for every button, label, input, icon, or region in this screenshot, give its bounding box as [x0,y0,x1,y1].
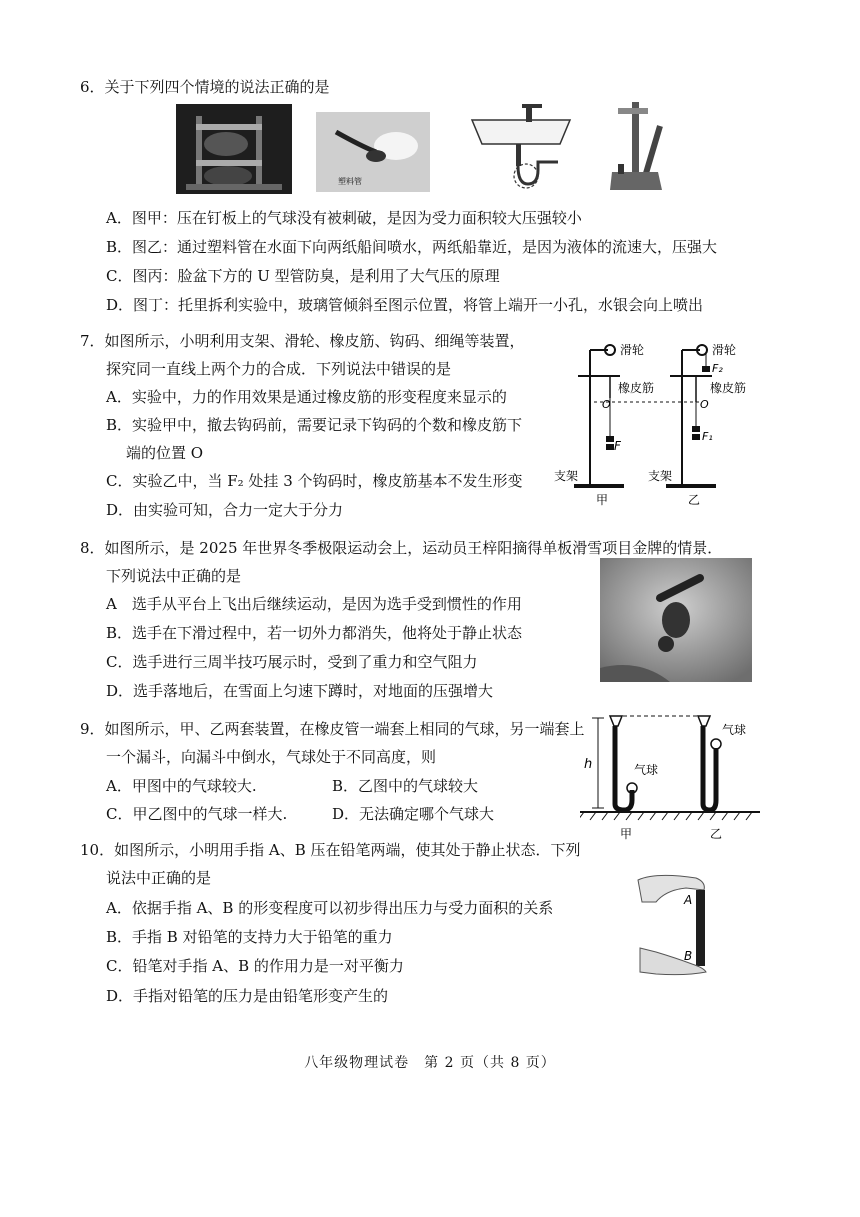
q8-option-d[interactable]: D．选手落地后，在雪面上匀速下蹲时，对地面的压强增大 [106,682,494,700]
q9-figure [580,708,760,848]
q6-image-ding [604,100,664,196]
q6-image-label: 塑料管 [338,177,362,186]
q7-stem-line2: 探究同一直线上两个力的合成．下列说法中错误的是 [106,360,452,378]
q10-option-a[interactable]: A．依据手指 A、B 的形变程度可以初步得出压力与受力面积的关系 [106,899,554,917]
q8-stem-line1: 8．如图所示，是 2025 年世界冬季极限运动会上，运动员王梓阳摘得单板滑雪项目金牌的情景． [80,539,723,557]
q7-option-b[interactable]: B．实验甲中，撤去钩码前，需要记录下钩码的个数和橡皮筋下 [106,416,523,434]
q7-f1-label: F₁ [702,430,713,443]
q10-figure [636,868,720,980]
q6-option-b[interactable]: B．图乙：通过塑料管在水面下向两纸船间喷水，两纸船靠近，是因为液体的流速大，压强大 [106,238,718,256]
torricelli-tube-image [604,100,664,196]
q9-balloon-label-yi: 气球 [722,723,747,737]
q6-option-d[interactable]: D．图丁：托里拆利实验中，玻璃管倾斜至图示位置，将管上端开一小孔，水银会向上喷出 [106,296,704,314]
q7-band-label-jia: 橡皮筋 [618,381,655,395]
q6-option-a[interactable]: A．图甲：压在钉板上的气球没有被刺破，是因为受力面积较大压强较小 [106,209,582,227]
q7-o-label-yi: O [700,398,709,411]
q9-jia-label: 甲 [620,827,633,841]
q7-option-b-cont: 端的位置 O [126,444,204,462]
q10-stem-line1: 10．如图所示，小明用手指 A、B 压在铅笔两端，使其处于静止状态．下列 [80,841,581,859]
q6-stem: 6．关于下列四个情境的说法正确的是 [80,78,330,96]
q7-jia-label: 甲 [596,493,609,506]
q10-b-label: B [684,949,693,963]
q7-band-label-yi: 橡皮筋 [710,381,747,395]
q9-balloon-label-jia: 气球 [634,763,659,777]
q7-yi-label: 乙 [688,493,701,506]
q6-option-c[interactable]: C．图丙：脸盆下方的 U 型管防臭，是利用了大气压的原理 [106,267,500,285]
q9-stem-line2: 一个漏斗，向漏斗中倒水，气球处于不同高度，则 [106,748,437,766]
q7-stand-label-jia: 支架 [554,469,579,483]
q6-image-yi [316,112,430,192]
q10-stem-line2: 说法中正确的是 [106,869,212,887]
q7-option-d[interactable]: D．由实验可知，合力一定大于分力 [106,501,344,519]
nail-board-balloon-image [176,104,292,194]
q8-option-c[interactable]: C．选手进行三周半技巧展示时，受到了重力和空气阻力 [106,653,478,671]
pencil [696,890,705,966]
q9-option-b[interactable]: B．乙图中的气球较大 [332,777,479,795]
q6-image-jia [176,104,292,194]
q6-image-bing [466,100,576,196]
paper-boats-image [316,112,430,192]
q7-pulley-label-jia: 滑轮 [620,343,645,357]
q9-balloon-yi [711,739,721,749]
page-footer: 八年级物理试卷 第 2 页（共 8 页） [304,1055,556,1071]
q7-f-label: F [614,439,621,453]
q9-h-label: h [584,757,593,772]
q7-figure [550,336,770,506]
q10-a-label: A [684,893,693,907]
q10-option-c[interactable]: C．铅笔对手指 A、B 的作用力是一对平衡力 [106,957,404,975]
q7-option-c[interactable]: C．实验乙中，当 F₂ 处挂 3 个钩码时，橡皮筋基本不发生形变 [106,472,523,490]
q9-stem-line1: 9．如图所示，甲、乙两套装置，在橡皮管一端套上相同的气球，另一端套上 [80,720,585,738]
q9-option-a[interactable]: A．甲图中的气球较大. [106,777,257,795]
q7-stem-line1: 7．如图所示，小明利用支架、滑轮、橡皮筋、钩码、细绳等装置， [80,332,525,350]
q7-o-label-jia: O [602,398,611,411]
q7-pulley-label-yi: 滑轮 [712,343,737,357]
q9-option-d[interactable]: D．无法确定哪个气球大 [332,805,495,823]
q10-option-d[interactable]: D．手指对铅笔的压力是由铅笔形变产生的 [106,987,389,1005]
q8-option-b[interactable]: B．选手在下滑过程中，若一切外力都消失，他将处于静止状态 [106,624,523,642]
washbasin-u-tube-image [466,100,576,196]
q8-option-a[interactable]: A 选手从平台上飞出后继续运动，是因为选手受到惯性的作用 [106,595,522,613]
q8-stem-line2: 下列说法中正确的是 [106,567,242,585]
q7-option-a[interactable]: A．实验中，力的作用效果是通过橡皮筋的形变程度来显示的 [106,388,507,406]
q7-stand-label-yi: 支架 [648,469,673,483]
q9-yi-label: 乙 [710,827,723,841]
q8-snowboard-image [600,558,752,682]
q7-f2-label: F₂ [712,362,723,375]
q9-option-c[interactable]: C．甲乙图中的气球一样大. [106,805,288,823]
q10-option-b[interactable]: B．手指 B 对铅笔的支持力大于铅笔的重力 [106,928,393,946]
